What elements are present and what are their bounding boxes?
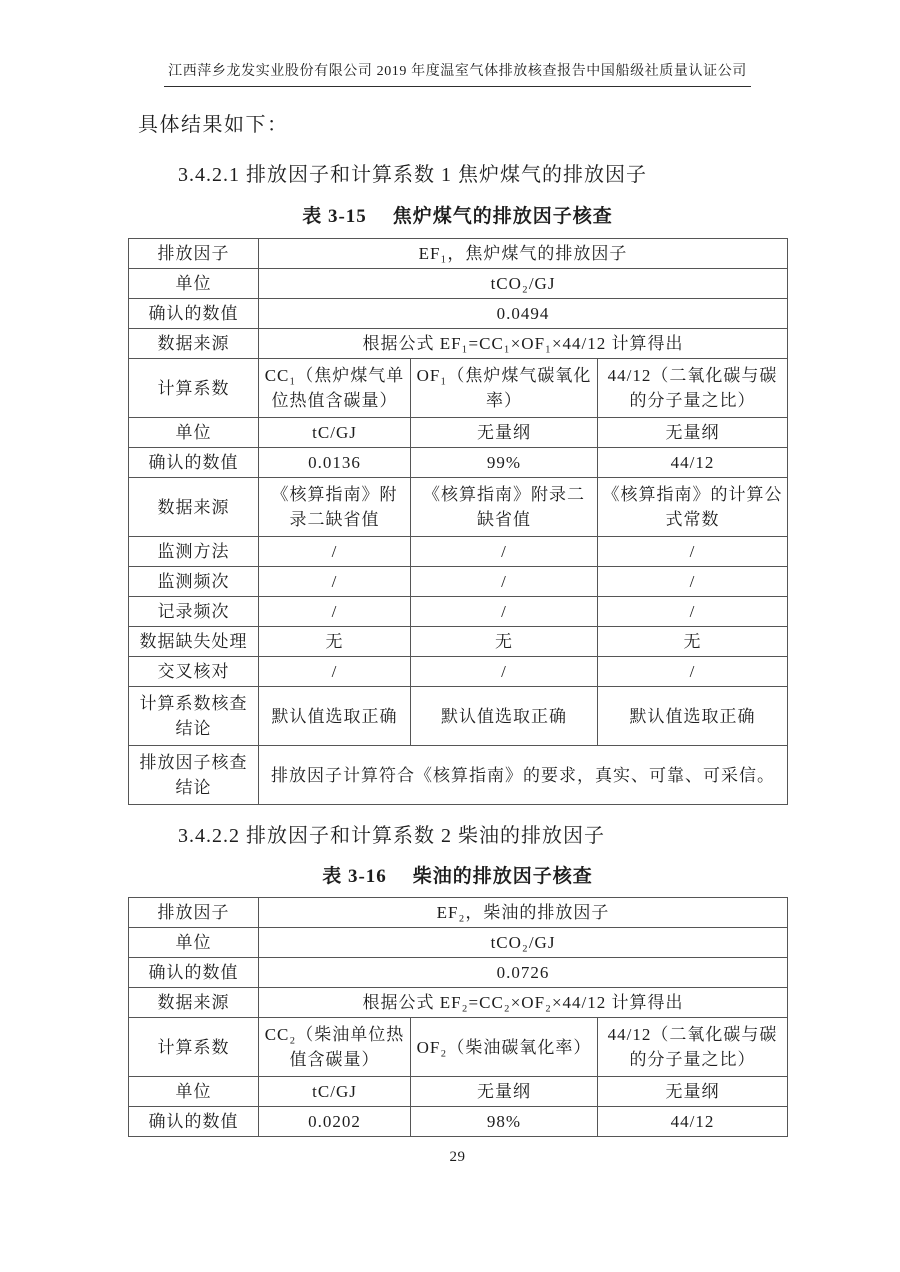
table-row: [129, 239, 788, 269]
cell-value: 无: [259, 627, 411, 657]
table-row: [129, 448, 788, 478]
row-label: 排放因子: [129, 239, 259, 269]
cell-value: /: [598, 567, 788, 597]
cell-value: 无量纲: [411, 1077, 598, 1107]
table-row: [129, 359, 788, 418]
row-label: 排放因子: [129, 898, 259, 928]
table-row: [129, 898, 788, 928]
row-label: 确认的数值: [129, 1107, 259, 1137]
table-row: [129, 687, 788, 746]
row-label: 记录频次: [129, 597, 259, 627]
row-value: tCO₂/GJ: [259, 269, 788, 299]
cell-value: 0.0202: [259, 1107, 411, 1137]
table-row: [129, 1107, 788, 1137]
cell-value: 《核算指南》的计算公式常数: [598, 478, 788, 537]
verification-table-1: [128, 238, 788, 805]
cell-value: /: [411, 537, 598, 567]
cell-value: /: [411, 657, 598, 687]
cell-value: 无量纲: [598, 418, 788, 448]
cell-value: OF₁（焦炉煤气碳氧化率）: [411, 359, 598, 418]
table-row: [129, 567, 788, 597]
cell-value: /: [411, 567, 598, 597]
row-label: 单位: [129, 269, 259, 299]
cell-value: 默认值选取正确: [259, 687, 411, 746]
table-row: [129, 299, 788, 329]
row-label: 计算系数: [129, 1018, 259, 1077]
cell-value: OF₂（柴油碳氧化率）: [411, 1018, 598, 1077]
row-value: EF₁，焦炉煤气的排放因子: [259, 239, 788, 269]
row-label: 数据来源: [129, 329, 259, 359]
row-label: 确认的数值: [129, 958, 259, 988]
row-label: 数据来源: [129, 988, 259, 1018]
table-row: [129, 329, 788, 359]
table-caption-1-label: 表 3-15: [302, 206, 367, 227]
row-label: 确认的数值: [129, 299, 259, 329]
verification-table-2: [128, 897, 788, 1137]
page-header: [128, 62, 787, 87]
row-label: 单位: [129, 418, 259, 448]
page-number: 29: [449, 1149, 466, 1165]
cell-value: /: [598, 537, 788, 567]
cell-value: CC₂（柴油单位热值含碳量）: [259, 1018, 411, 1077]
row-label: 数据缺失处理: [129, 627, 259, 657]
cell-value: 无: [411, 627, 598, 657]
row-value: 根据公式 EF₂=CC₂×OF₂×44/12 计算得出: [259, 988, 788, 1018]
cell-value: 无: [598, 627, 788, 657]
row-label: 排放因子核查结论: [129, 746, 259, 805]
cell-value: /: [259, 657, 411, 687]
cell-value: /: [259, 537, 411, 567]
cell-value: 98%: [411, 1107, 598, 1137]
cell-value: /: [259, 567, 411, 597]
row-value: 0.0726: [259, 958, 788, 988]
table-caption-2-title: 柴油的排放因子核查: [412, 866, 593, 887]
table-row: [129, 657, 788, 687]
cell-value: 44/12（二氧化碳与碳的分子量之比）: [598, 1018, 788, 1077]
cell-value: 44/12（二氧化碳与碳的分子量之比）: [598, 359, 788, 418]
row-label: 计算系数: [129, 359, 259, 418]
row-label: 交叉核对: [129, 657, 259, 687]
row-value: 排放因子计算符合《核算指南》的要求，真实、可靠、可采信。: [259, 746, 788, 805]
table-row: [129, 537, 788, 567]
row-label: 确认的数值: [129, 448, 259, 478]
cell-value: /: [598, 597, 788, 627]
table-row: [129, 958, 788, 988]
section-heading-1: 3.4.2.1 排放因子和计算系数 1 焦炉煤气的排放因子: [178, 164, 647, 186]
intro-text: 具体结果如下：: [138, 114, 289, 136]
cell-value: 《核算指南》附录二缺省值: [259, 478, 411, 537]
row-label: 单位: [129, 928, 259, 958]
table-row: [129, 269, 788, 299]
row-value: tCO₂/GJ: [259, 928, 788, 958]
row-label: 单位: [129, 1077, 259, 1107]
row-label: 监测方法: [129, 537, 259, 567]
cell-value: 44/12: [598, 448, 788, 478]
table-row: [129, 988, 788, 1018]
cell-value: 无量纲: [598, 1077, 788, 1107]
cell-value: /: [259, 597, 411, 627]
row-label: 监测频次: [129, 567, 259, 597]
table-row: [129, 597, 788, 627]
table-row: [129, 746, 788, 805]
row-value: 0.0494: [259, 299, 788, 329]
table-row: [129, 478, 788, 537]
cell-value: 默认值选取正确: [411, 687, 598, 746]
row-label: 计算系数核查结论: [129, 687, 259, 746]
cell-value: 《核算指南》附录二缺省值: [411, 478, 598, 537]
section-heading-2: 3.4.2.2 排放因子和计算系数 2 柴油的排放因子: [178, 825, 605, 847]
table-row: [129, 1077, 788, 1107]
table-row: [129, 928, 788, 958]
table-caption-1-title: 焦炉煤气的排放因子核查: [392, 206, 613, 227]
cell-value: 99%: [411, 448, 598, 478]
table-row: [129, 418, 788, 448]
cell-value: tC/GJ: [259, 418, 411, 448]
table-caption-1: [128, 204, 787, 230]
table-caption-2: [128, 864, 787, 890]
cell-value: 无量纲: [411, 418, 598, 448]
table-row: [129, 627, 788, 657]
cell-value: CC₁（焦炉煤气单位热值含碳量）: [259, 359, 411, 418]
cell-value: 0.0136: [259, 448, 411, 478]
row-value: EF₂，柴油的排放因子: [259, 898, 788, 928]
cell-value: tC/GJ: [259, 1077, 411, 1107]
table-row: [129, 1018, 788, 1077]
row-label: 数据来源: [129, 478, 259, 537]
table-caption-2-label: 表 3-16: [322, 866, 387, 887]
row-value: 根据公式 EF₁=CC₁×OF₁×44/12 计算得出: [259, 329, 788, 359]
cell-value: /: [411, 597, 598, 627]
header-text: 江西萍乡龙发实业股份有限公司 2019 年度温室气体排放核查报告中国船级社质量认证公司: [164, 63, 751, 87]
cell-value: /: [598, 657, 788, 687]
cell-value: 默认值选取正确: [598, 687, 788, 746]
cell-value: 44/12: [598, 1107, 788, 1137]
